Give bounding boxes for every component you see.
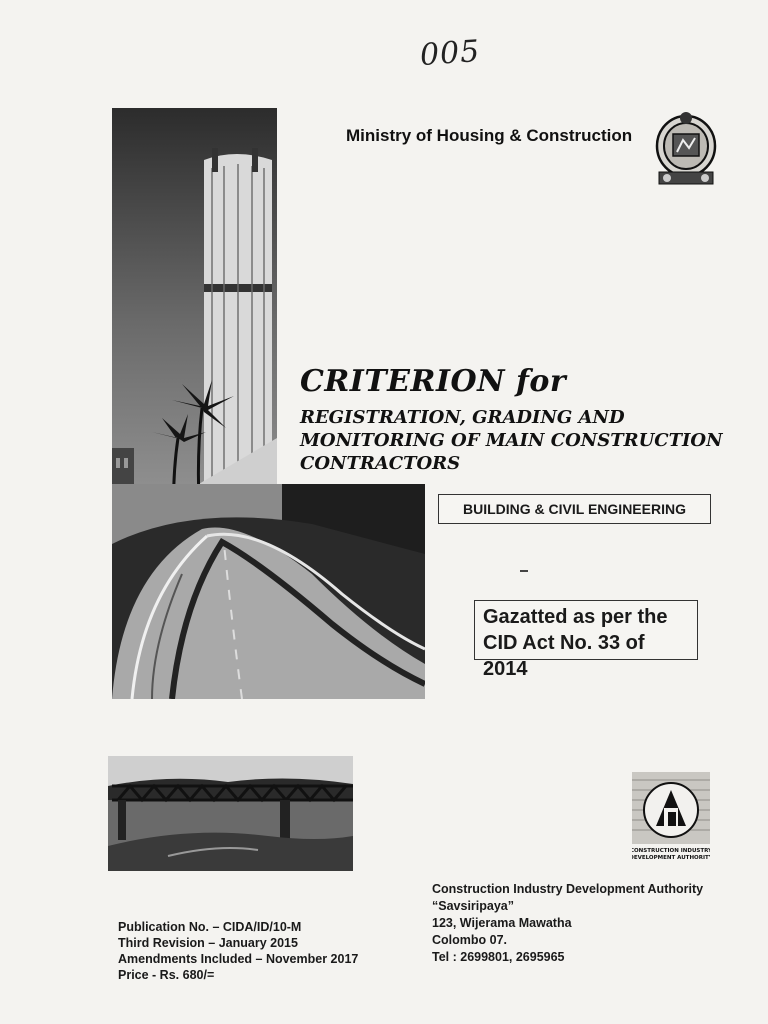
cida-logo-line-2: DEVELOPMENT AUTHORITY <box>632 855 710 861</box>
publication-number: Publication No. – CIDA/ID/10-M <box>118 920 302 934</box>
handwritten-page-number: 005 <box>418 33 482 74</box>
state-emblem-icon <box>653 110 719 190</box>
highway-photo <box>112 484 425 699</box>
address-city: Colombo 07. <box>432 933 508 947</box>
address-tel: Tel : 2699801, 2695965 <box>432 950 565 964</box>
gazette-box <box>474 600 698 680</box>
document-title: CRITERION for <box>300 364 567 399</box>
amendments-info: Amendments Included – November 2017 <box>118 952 359 966</box>
address-street: 123, Wijerama Mawatha <box>432 916 572 930</box>
address-block <box>432 881 703 966</box>
divider-mark <box>520 570 528 572</box>
subtitle-line: MONITORING OF MAIN CONSTRUCTION <box>300 430 723 451</box>
address-building: “Savsiripaya” <box>432 899 514 913</box>
address-org: Construction Industry Development Authority <box>432 882 704 896</box>
category-box: BUILDING & CIVIL ENGINEERING <box>438 494 711 524</box>
document-subtitle <box>300 406 760 475</box>
subtitle-line: REGISTRATION, GRADING AND <box>300 407 625 428</box>
price-info: Price - Rs. 680/= <box>118 968 215 982</box>
revision-info: Third Revision – January 2015 <box>118 936 298 950</box>
subtitle-line: CONTRACTORS <box>300 453 461 474</box>
cida-logo-icon <box>632 772 710 862</box>
gazette-line-1: Gazatted as per the <box>483 606 668 628</box>
bridge-photo <box>108 756 353 871</box>
ministry-name: Ministry of Housing & Construction <box>346 126 633 145</box>
cida-logo-line-1: CONSTRUCTION INDUSTRY <box>632 848 710 854</box>
tower-photo <box>112 108 277 538</box>
publication-info <box>118 919 358 983</box>
gazette-line-2: CID Act No. 33 of 2014 <box>483 632 645 680</box>
